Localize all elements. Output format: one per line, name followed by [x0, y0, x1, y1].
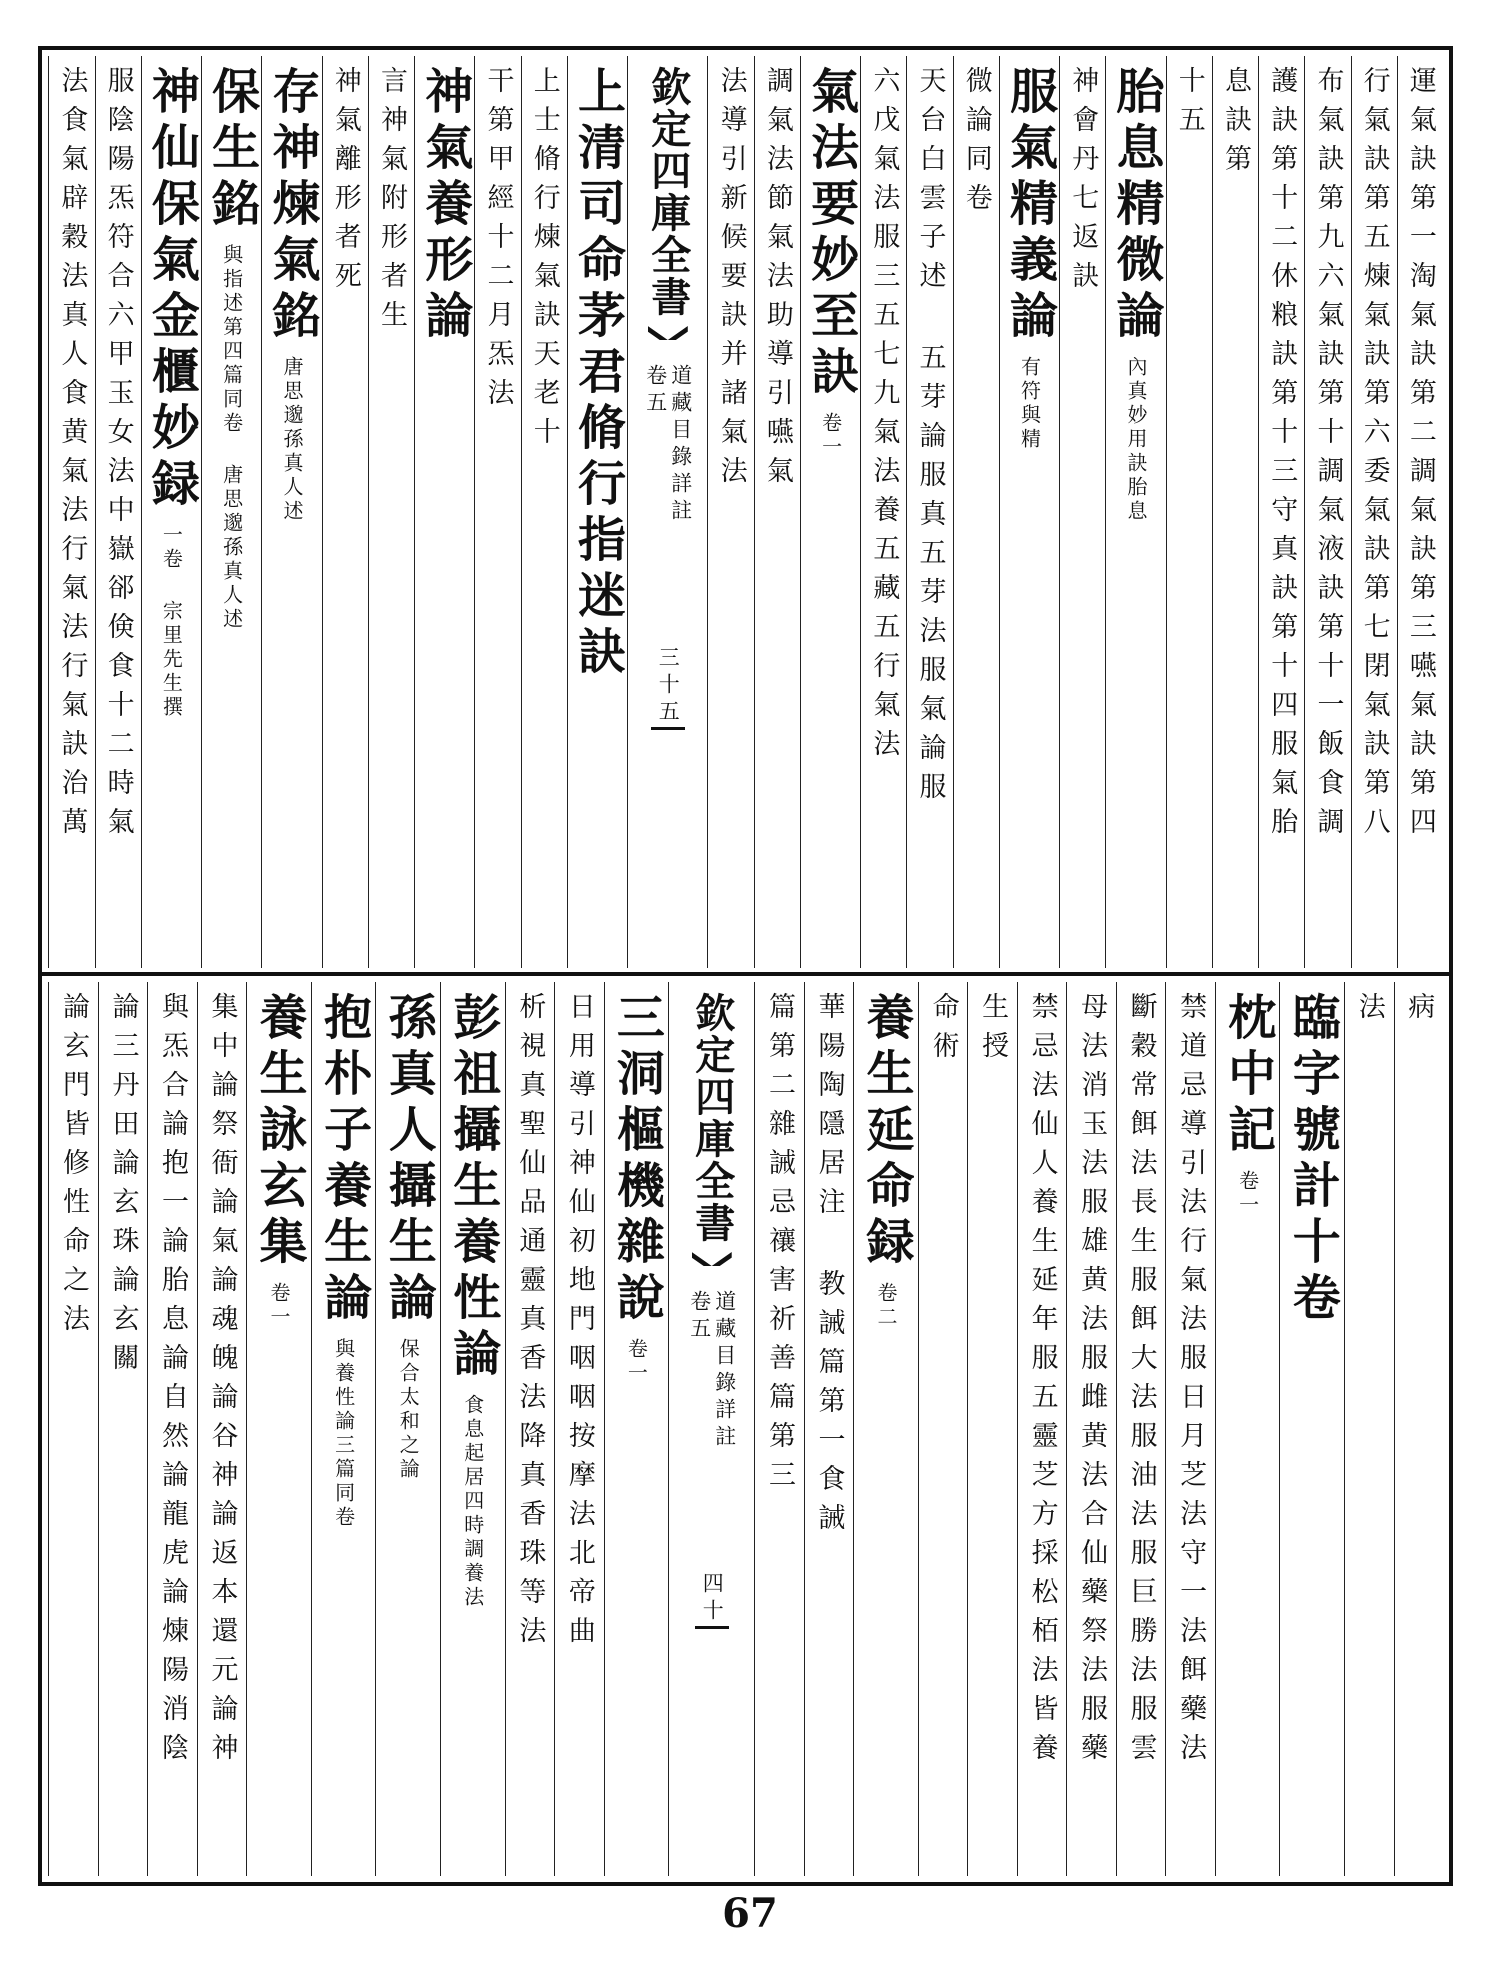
title-note: 與養性論三篇同卷: [331, 1338, 356, 1530]
text-line: 法食氣辟穀法真人食黄氣法行氣法行氣訣治萬: [56, 66, 88, 846]
work-title: 枕中記: [1219, 992, 1276, 1160]
top-column: [1397, 56, 1443, 968]
collection-header: 欽定四庫全書: [644, 66, 692, 318]
top-column: [1059, 56, 1105, 968]
top-column: [1212, 56, 1258, 968]
title-note: 食息起居四時調養法: [460, 1394, 485, 1610]
top-column: [754, 56, 800, 968]
text-line: 行氣訣第五煉氣訣第六委氣訣第七閉氣訣第八: [1358, 66, 1390, 846]
fishtail-mark: [692, 1252, 732, 1282]
work-title: 彭祖攝生養性論: [444, 992, 501, 1384]
text-line: 論玄門皆修性命之法: [58, 992, 90, 1343]
work-title: 臨字號計十卷: [1284, 992, 1341, 1328]
fold-line: [651, 727, 685, 730]
title-note: 有符與精: [1017, 356, 1042, 452]
top-column: [1166, 56, 1212, 968]
text-line: 母法消玉法服雄黄法服雌黄法合仙藥祭法服藥: [1076, 992, 1108, 1772]
top-column: [261, 56, 321, 968]
title-note: 保合太和之論: [396, 1338, 421, 1482]
lower-columns: [42, 982, 1449, 1876]
title-note: 卷一: [624, 1338, 649, 1386]
bottom-column: [554, 982, 604, 1876]
fold-line: [695, 1626, 729, 1629]
fishtail-mark: [648, 326, 688, 356]
bottom-column: [604, 982, 669, 1876]
text-line: 禁忌法仙人養生延年服五靈芝方採松栢法皆養: [1026, 992, 1058, 1772]
text-line: 篇第二雜誡忌禳害祈善篇第三: [764, 992, 796, 1499]
work-title: 上清司命茅君脩行指迷訣: [569, 66, 626, 682]
text-line: 與炁合論抱一論胎息論自然論龍虎論煉陽消陰: [157, 992, 189, 1772]
text-line: 微論同卷: [960, 66, 992, 222]
work-title: 神氣養形論: [416, 66, 473, 346]
top-column: [48, 56, 94, 968]
title-note: 一卷 宗里先生撰: [159, 524, 184, 720]
bottom-column: [1344, 982, 1394, 1876]
text-line: 日用導引神仙初地門咽咽按摩法北帝曲: [563, 992, 595, 1655]
top-column: [1105, 56, 1165, 968]
bottom-column: [440, 982, 505, 1876]
text-line: 十五: [1173, 66, 1205, 144]
bottom-column: [246, 982, 311, 1876]
work-title: 養生詠玄集: [251, 992, 308, 1272]
bottom-column: [1017, 982, 1067, 1876]
text-line: 法: [1353, 992, 1385, 1031]
work-title: 氣法要妙至訣: [802, 66, 859, 402]
work-title: 三洞樞機雜說: [608, 992, 665, 1328]
top-column: [141, 56, 201, 968]
work-title: 存神煉氣銘: [263, 66, 320, 346]
text-line: 禁道忌導引法行氣法服日月芝法守一法餌藥法: [1175, 992, 1207, 1772]
volume-label: 卷五: [643, 364, 668, 418]
work-title: 孫真人攝生論: [380, 992, 437, 1328]
work-title: 抱朴子養生論: [315, 992, 372, 1328]
top-column: [368, 56, 414, 968]
bottom-column: [1279, 982, 1344, 1876]
book-title-side: 道藏目錄詳註: [668, 364, 693, 526]
top-column: [627, 56, 707, 968]
text-line: 調氣法節氣法助導引嚥氣: [761, 66, 793, 495]
bottom-column: [918, 982, 968, 1876]
bottom-column: [1394, 982, 1444, 1876]
text-line: 天台白雲子述 五芽論服真五芽法服氣論服: [914, 66, 946, 811]
bottom-column: [804, 982, 854, 1876]
bottom-column: [967, 982, 1017, 1876]
text-line: 集中論祭衙論氣論魂魄論谷神論返本還元論神: [206, 992, 238, 1772]
text-line: 神氣離形者死: [329, 66, 361, 300]
text-line: 護訣第十二休粮訣第十三守真訣第十四服氣胎: [1266, 66, 1298, 846]
leaf-number: 三十五: [656, 646, 681, 727]
text-line: 運氣訣第一淘氣訣第二調氣訣第三嚥氣訣第四: [1404, 66, 1436, 846]
bottom-column: [1165, 982, 1215, 1876]
text-line: 華陽陶隱居注 教誡篇第一食誡: [813, 992, 845, 1542]
work-title: 胎息精微論: [1108, 66, 1165, 346]
work-title: 神仙保氣金櫃妙録: [143, 66, 200, 514]
title-note: 內真妙用訣胎息: [1124, 356, 1149, 524]
book-title-side: 道藏目錄詳註: [712, 1290, 737, 1452]
top-column: [414, 56, 474, 968]
bottom-column: [668, 982, 754, 1876]
text-line: 析視真聖仙品通靈真香法降真香珠等法: [514, 992, 546, 1655]
bottom-column: [147, 982, 197, 1876]
top-column: [800, 56, 860, 968]
text-line: 生授: [977, 992, 1009, 1070]
bottom-column: [311, 982, 376, 1876]
top-column: [1351, 56, 1397, 968]
top-column: [906, 56, 952, 968]
top-column: [1258, 56, 1304, 968]
top-column: [201, 56, 261, 968]
text-line: 斷穀常餌法長生服餌大法服油法服巨勝法服雲: [1125, 992, 1157, 1772]
top-column: [474, 56, 520, 968]
work-title: 養生延命録: [858, 992, 915, 1272]
page-frame: [38, 46, 1453, 1886]
top-column: [1304, 56, 1350, 968]
text-line: 命術: [927, 992, 959, 1070]
text-line: 六戊氣法服三五七九氣法養五藏五行氣法: [868, 66, 900, 768]
title-note: 卷一: [1235, 1170, 1260, 1218]
text-line: 干第甲經十二月炁法: [482, 66, 514, 417]
top-column: [999, 56, 1059, 968]
text-line: 息訣第: [1220, 66, 1252, 183]
title-note: 卷一: [267, 1282, 292, 1330]
bottom-column: [1066, 982, 1116, 1876]
bottom-column: [505, 982, 555, 1876]
bottom-column: [98, 982, 148, 1876]
bottom-column: [375, 982, 440, 1876]
title-note: 與指述第四篇同卷 唐思邈孫真人述: [219, 244, 244, 632]
text-line: 神會丹七返訣: [1067, 66, 1099, 300]
work-title: 服氣精義論: [1001, 66, 1058, 346]
top-column: [707, 56, 753, 968]
volume-label: 卷五: [687, 1290, 712, 1344]
leaf-number: 四十: [700, 1572, 725, 1626]
bottom-column: [197, 982, 247, 1876]
bottom-column: [1116, 982, 1166, 1876]
bottom-column: [48, 982, 98, 1876]
collection-header: 欽定四庫全書: [688, 992, 736, 1244]
bottom-column: [754, 982, 804, 1876]
top-column: [860, 56, 906, 968]
text-line: 服陰陽炁符合六甲玉女法中嶽郤倹食十二時氣: [102, 66, 134, 846]
bottom-column: [1215, 982, 1280, 1876]
text-line: 論三丹田論玄珠論玄關: [107, 992, 139, 1382]
title-note: 卷一: [818, 412, 843, 460]
top-column: [953, 56, 999, 968]
upper-columns: [42, 56, 1449, 968]
text-line: 法導引新候要訣并諸氣法: [715, 66, 747, 495]
upper-page: [42, 50, 1449, 974]
top-column: [95, 56, 141, 968]
top-column: [567, 56, 627, 968]
title-note: 卷二: [874, 1282, 899, 1330]
top-column: [521, 56, 567, 968]
top-column: [322, 56, 368, 968]
text-line: 言神氣附形者生: [375, 66, 407, 339]
title-note: 唐思邈孫真人述: [279, 356, 304, 524]
lower-page: [42, 976, 1449, 1882]
text-line: 上士脩行煉氣訣天老十: [528, 66, 560, 456]
text-line: 布氣訣第九六氣訣第十調氣液訣第十一飯食調: [1312, 66, 1344, 846]
work-title: 保生銘: [203, 66, 260, 234]
bottom-column: [853, 982, 918, 1876]
text-line: 病: [1403, 992, 1435, 1031]
page-number: 67: [722, 1890, 778, 1937]
